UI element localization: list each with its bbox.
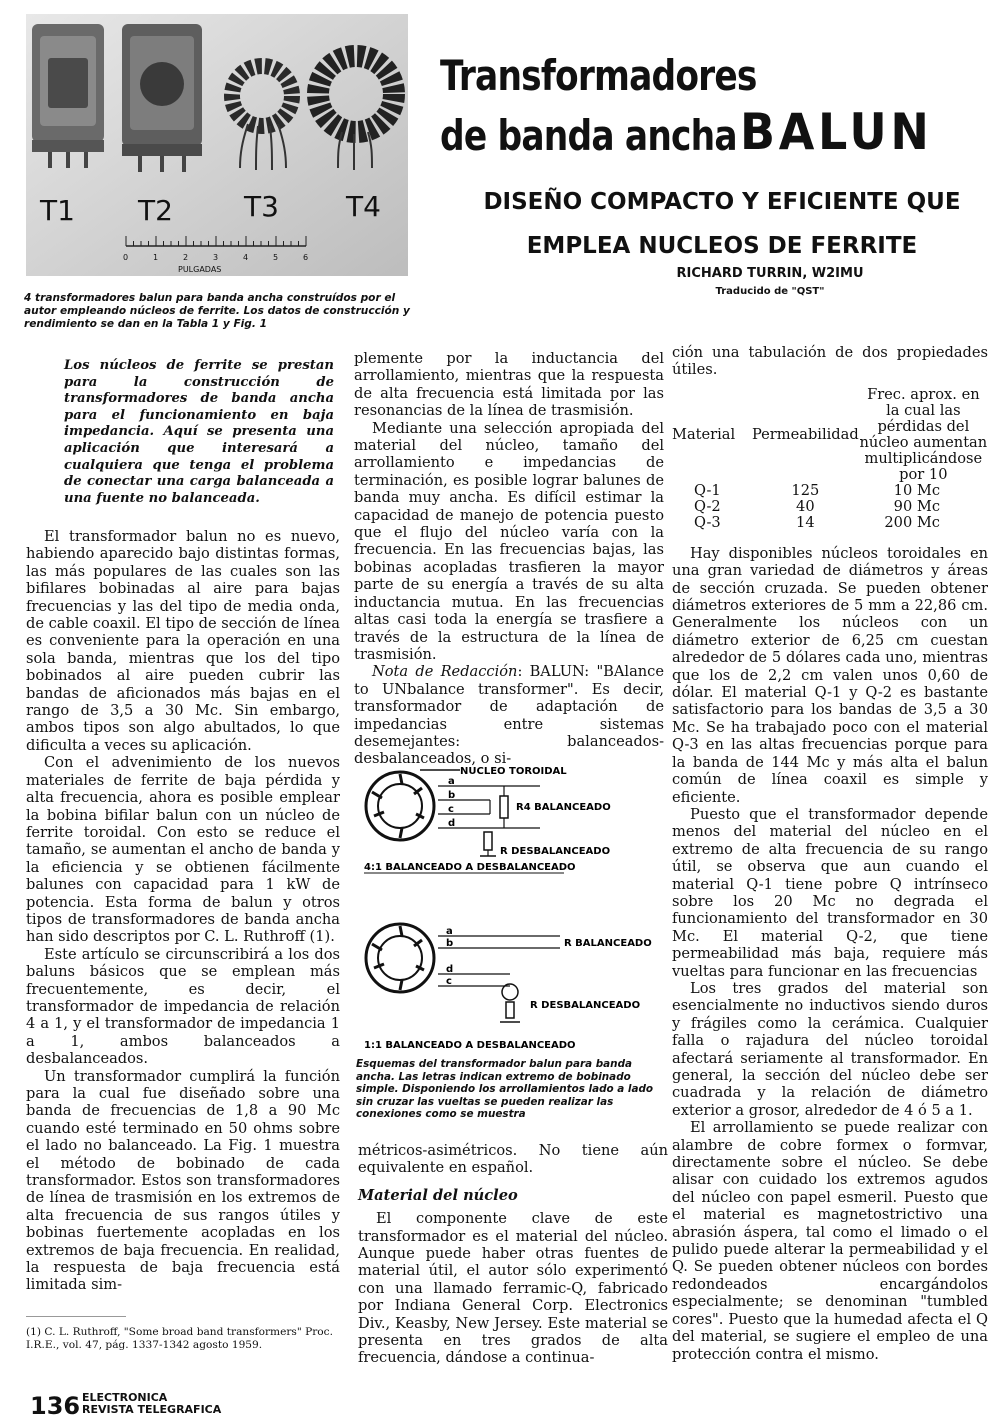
publication-line-1: ELECTRONICA	[82, 1391, 168, 1404]
photo-caption: 4 transformadores balun para banda ancha construídos por el autor empleando núcleos de ferrite. Los datos de construcción y rendimiento se dan en la Tabla 1 y Fig. 1	[24, 292, 410, 330]
page-number: 136	[30, 1392, 81, 1420]
table-header-material: Material	[672, 425, 736, 443]
section-heading-material: Material del núcleo	[358, 1186, 518, 1204]
col3-paragraph-0: ción una tabulación de dos propiedades útiles.	[672, 344, 988, 379]
ruler-tick-label: 5	[273, 253, 279, 262]
ruler-tick-label: 0	[123, 253, 129, 262]
col1-paragraph-3: Este artículo se circunscribirá a los dos baluns básicos que se emplean más frecuentemente, es decir, el transformador de impedancia de relación 4 a 1, y el transformador de impedancia 1 a 1, ambos balanceados a desbalanceados.	[26, 945, 340, 1068]
author: RICHARD TURRIN, W2IMU	[676, 266, 864, 281]
publication-name	[82, 1392, 221, 1416]
transformers-photo	[26, 14, 408, 276]
column-3	[672, 344, 988, 1363]
resistor-r4	[500, 796, 508, 818]
subtitle-line-1: DISEÑO COMPACTO Y EFICIENTE QUE	[483, 189, 961, 215]
photo-label-t3: T3	[244, 190, 279, 223]
diagram-caption: Esquemas del transformador balun para banda ancha. Las letras indican extremo de bobinado simple. Disponiendo los arrollamientos lado a lado sin cruzar las vueltas se pueden realizar las conexiones como se muestra	[356, 1058, 654, 1121]
ruler-tick-label: 4	[243, 253, 249, 262]
translated-from: Traducido de "QST"	[715, 286, 825, 297]
title-line-1: Transformadores	[440, 51, 757, 100]
subtitle	[452, 180, 992, 268]
table-header-permeabilidad: Permeabilidad	[752, 425, 859, 443]
table-cell: 125	[791, 481, 820, 499]
col3-paragraph-2: Puesto que el transformador depende menos del material del núcleo en el extremo de alta frecuencia de su rango útil, se observa que aun cuando el material Q-1 tiene pobre Q intrínseco sobre los 20 Mc no degrada el funcionamiento del transformador en 30 Mc. El material Q-2, que tiene permeabilidad más baja, requiere más vueltas para funcionar en las frecuencias	[672, 805, 988, 980]
balun-schematic	[360, 752, 660, 1052]
caption-1-1: 1:1 BALANCEADO A DESBALANCEADO	[364, 1040, 576, 1051]
label-r-balanceado: R BALANCEADO	[564, 938, 652, 949]
col1-paragraph-4: Un transformador cumplirá la función para la cual fue diseñado sobre una banda de frecuencias de 1,8 a 90 Mc cuando esté terminado en 50 ohms sobre el lado no balanceado. La Fig. 1 muestra el método de bobinado de cada transformador. Estos son transformadores de línea de trasmisión en los extremos de alta frecuencia de sus rangos útiles y bobinas fuertemente acopladas en los extremos de baja frecuencia. En realidad, la respuesta de baja frecuencia está limitada sim-	[26, 1067, 340, 1294]
terminal-a-bottom: a	[446, 926, 453, 937]
photo-label-t2: T2	[138, 194, 173, 227]
ruler-tick-label: 2	[183, 253, 189, 262]
publication-line-2: REVISTA TELEGRAFICA	[82, 1403, 222, 1416]
editor-note-label: Nota de Redacción	[372, 663, 518, 681]
label-nucleo-toroidal: NUCLEO TOROIDAL	[460, 766, 567, 777]
table-row	[672, 499, 988, 515]
terminal-b-top: b	[448, 790, 456, 801]
col3-paragraph-3: Los tres grados del material son esencialmente no inductivos siendo duros y frágiles como la cerámica. Cualquier falla o rajadura del núcleo toroidal afectará seriamente al transformador. En general, la sección del núcleo debe ser cuadrada y la relación de diámetro exterior a grosor, alrededor de 4 ó 5 a 1.	[672, 979, 988, 1119]
material-table	[672, 387, 988, 531]
column-2	[354, 350, 664, 768]
table-cell: 40	[796, 497, 815, 515]
photo-label-t4: T4	[346, 190, 381, 223]
table-row	[672, 483, 988, 499]
terminal-d-bottom: d	[446, 964, 454, 975]
column-1	[26, 528, 340, 1294]
toroid-core-top	[366, 772, 434, 840]
label-r4-balanceado: R4 BALANCEADO	[516, 802, 611, 813]
toroid-core-bottom	[366, 924, 434, 992]
col1-paragraph-1: El transformador balun no es nuevo, habiendo aparecido bajo distintas formas, las más populares de las cuales son las bifilares bobinadas al aire para bajas frecuencias y las del tipo de media onda, de cable coaxil. El tipo de sección de línea es conveniente para la operación en una sola banda, mientras que los del tipo bobinados al aire pueden cubrir las bandas de aficionados más bajas en el rango de 3,5 a 30 Mc. Sin embargo, ambos tipos son algo abultados, lo que dificulta a veces su aplicación.	[26, 528, 340, 754]
table-cell: 14	[796, 513, 815, 531]
terminal-c-bottom: c	[446, 976, 452, 987]
table-row	[672, 515, 988, 531]
terminal-c-top: c	[448, 804, 454, 815]
col3-paragraph-1: Hay disponibles núcleos toroidales en una gran variedad de diámetros y áreas de sección cruzada. Se pueden obtener diámetros exteriores de 5 mm a 22,86 cm. Generalmente los núcleos con un diámetro exterior de 6,25 cm cuestan alrededor de 5 dólares cada uno, mientras que los de 2,2 cm valen unos 0,60 de dólar. El material Q-1 y Q-2 es bastante satisfactorio para los bandas de 3,5 a 30 Mc. Se ha trabajado poco con el material Q-3 en las altas frecuencias porque para la banda de 144 Mc y más alta el balun común de línea coaxil es simple y eficiente.	[672, 544, 988, 806]
table-cell: 90 Mc	[893, 497, 940, 515]
photo-label-t1: T1	[40, 194, 75, 227]
title-balun: BALUN	[740, 103, 933, 161]
label-r-desbalanceado-2: R DESBALANCEADO	[530, 1000, 641, 1011]
ruler-tick-label: 3	[213, 253, 219, 262]
table-header-frecuencia: Frec. aprox. en la cual las pérdidas del núcleo aumentan multiplicándose por 10	[859, 385, 988, 483]
resistor-r-unbal	[484, 832, 492, 850]
caption-4-1: 4:1 BALANCEADO A DESBALANCEADO	[364, 862, 576, 873]
footnote-rule	[26, 1316, 126, 1317]
col2-paragraph-4: métricos-asimétricos. No tiene aún equivalente en español.	[358, 1142, 668, 1177]
ruler-tick-label: 1	[153, 253, 159, 262]
label-r-desbalanceado: R DESBALANCEADO	[500, 846, 611, 857]
ruler-tick-label: 6	[303, 253, 309, 262]
table-cell: Q-2	[694, 497, 721, 515]
col3-paragraph-4: El arrollamiento se puede realizar con alambre de cobre formex o formvar, directamente sobre el núcleo. Se debe alisar con cuidado los extremos agudos del núcleo con papel esmeril. Puesto que el material es magnetostrictivo una abrasión áspera, tal como el limado o el pulido puede alterar la permeabilidad y el Q. Se pueden obtener núcleos con bordes redondeados encargándolos especialmente; se denominan "tumbled cores". Puesto que la humedad afecta el Q del material, se sugiere el empleo de una protección contra el mismo.	[672, 1119, 988, 1363]
terminal-d-top: d	[448, 818, 456, 829]
column-2-continued	[358, 1142, 668, 1367]
balun-diagram	[360, 752, 660, 1052]
col2-paragraph-5: El componente clave de este transformador es el material del núcleo. Aunque puede haber otras fuentes de material útil, el autor sólo experimentó con una llamado ferramic-Q, fabricado por Indiana General Corp. Electronics Div., Keasby, New Jersey. Este material se presenta en tres grados de alta frecuencia, dándose a continua-	[358, 1210, 668, 1367]
table-cell: 200 Mc	[884, 513, 940, 531]
terminal-a-top: a	[448, 776, 455, 787]
table-cell: 10 Mc	[893, 481, 940, 499]
col2-paragraph-2: Mediante una selección apropiada del material del núcleo, tamaño del arrollamiento e impedancias de terminación, es posible lograr balunes de banda muy ancha. Es difícil estimar la capacidad de manejo de potencia puesto que el flujo del núcleo varía con la frecuencia. En las frecuencias bajas, las bobinas acopladas trasfieren la mayor parte de su energía a través de su alta inductancia mutua. En las frecuencias altas casi toda la energía se trasfiere a través de la estructura de la línea de trasmisión.	[354, 419, 664, 663]
intro-abstract: Los núcleos de ferrite se prestan para la construcción de transformadores de banda ancha para el funcionamiento en baja impedancia. Aquí se presenta una aplicación que interesará a cualquiera que tenga el problema de conectar una carga balanceada a una fuente no balanceada.	[64, 358, 334, 506]
title-line-2	[440, 103, 1000, 161]
editor-note-text: : BALUN: "BAlance to UNbalance transformer". Es decir, transformador de adaptación de impedancias entre sistemas desemejantes: balanceados-desbalanceados, o si-	[354, 663, 664, 768]
transformers-photo-drawing	[26, 14, 408, 276]
table-cell: Q-3	[694, 513, 721, 531]
terminal-b-bottom: b	[446, 938, 454, 949]
footnote: (1) C. L. Ruthroff, "Some broad band transformers" Proc. I.R.E., vol. 47, pág. 1337-1342 agosto 1959.	[26, 1326, 333, 1351]
ruler-unit: PULGADAS	[178, 265, 222, 274]
col1-paragraph-2: Con el advenimiento de los nuevos materiales de ferrite de baja pérdida y alta frecuencia, ahora es posible emplear la bobina bifilar balun con un núcleo de ferrite toroidal. Con esto se reduce el tamaño, se aumentan el ancho de banda y la eficiencia y se obtienen fácilmente balunes con capacidad para 1 kW de potencia. Esta forma de balun y otros tipos de transformadores de banda ancha han sido descriptos por C. L. Ruthroff (1).	[26, 754, 340, 946]
col2-paragraph-1: plemente por la inductancia del arrollamiento, mientras que la respuesta de alta frecuencia está limitada por las resonancias de la línea de trasmisión.	[354, 350, 664, 420]
title-line-2a: de banda ancha	[440, 111, 737, 160]
subtitle-line-2: EMPLEA NUCLEOS DE FERRITE	[526, 233, 918, 259]
table-cell: Q-1	[694, 481, 721, 499]
